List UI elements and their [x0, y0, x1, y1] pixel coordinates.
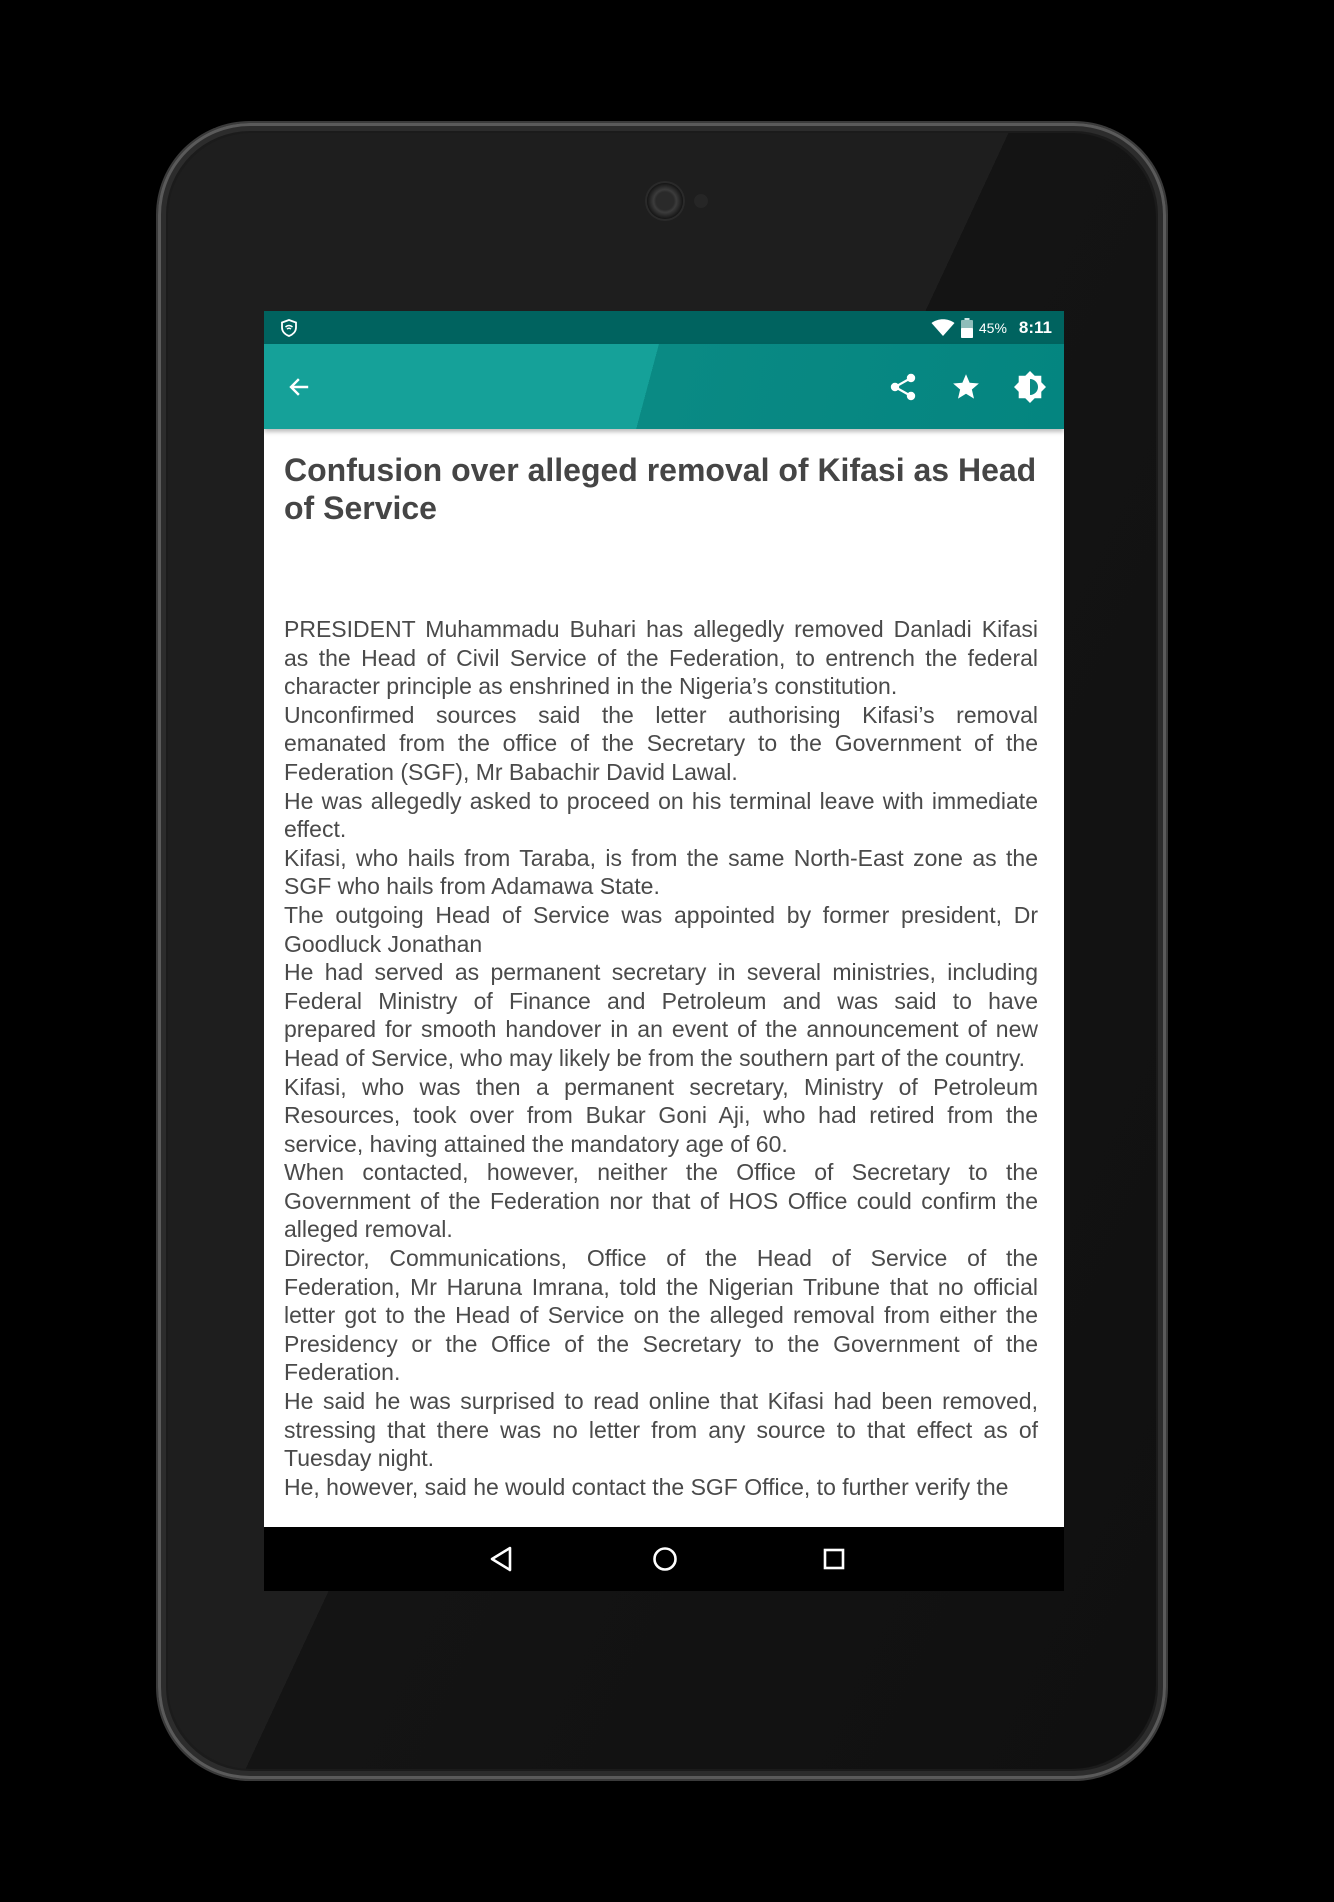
clock: 8:11: [1018, 317, 1052, 337]
front-camera: [647, 183, 683, 219]
share-icon: [888, 372, 918, 402]
share-button[interactable]: [878, 362, 928, 412]
nav-recents-button[interactable]: [809, 1535, 859, 1583]
navigation-bar: [264, 1527, 1064, 1591]
article-paragraph: Director, Communications, Office of the Head of Service of the Federation, Mr Haruna Imrana, told the Nigerian Tribune that no official letter got to the Head of Service on the alleged removal from either the Presidency or the Office of the Secretary to the Government of the Federation.: [284, 1245, 1038, 1386]
recents-square-icon: [821, 1546, 847, 1572]
back-arrow-icon: [287, 375, 311, 399]
article-content[interactable]: [264, 429, 1064, 1527]
star-icon: [951, 372, 981, 402]
article-paragraph: When contacted, however, neither the Office of Secretary to the Government of the Federation nor that of HOS Office could confirm the alleged removal.: [284, 1159, 1038, 1243]
back-button[interactable]: [274, 362, 324, 412]
article-paragraph: He was allegedly asked to proceed on his terminal leave with immediate effect.: [284, 787, 1038, 843]
article-paragraph: PRESIDENT Muhammadu Buhari has allegedly removed Danladi Kifasi as the Head of Civil Service of the Federation, to entrench the federal character principle as enshrined in the Nigeria’s constitution.: [284, 616, 1038, 700]
brightness-button[interactable]: [1005, 362, 1055, 412]
light-sensor: [694, 194, 708, 208]
article-paragraph: Kifasi, who was then a permanent secretary, Ministry of Petroleum Resources, took over from Bukar Goni Aji, who had retired from the service, having attained the mandatory age of 60.: [284, 1073, 1038, 1157]
device-screen: [264, 311, 1064, 1591]
nav-back-button[interactable]: [476, 1535, 526, 1583]
article-paragraph: Unconfirmed sources said the letter authorising Kifasi’s removal emanated from the office of the Secretary to the Government of the Federation (SGF), Mr Babachir David Lawal.: [284, 701, 1038, 785]
vpn-shield-icon: [280, 319, 298, 337]
article-body: [284, 615, 1038, 1501]
article-paragraph: He, however, said he would contact the SGF Office, to further verify the: [284, 1473, 1009, 1500]
battery-icon: [961, 318, 973, 338]
nav-home-button[interactable]: [640, 1535, 690, 1583]
article-paragraph: He said he was surprised to read online that Kifasi had been removed, stressing that there was no letter from any source to that effect as of Tuesday night.: [284, 1388, 1038, 1472]
status-bar: [264, 311, 1064, 344]
battery-percentage: 45%: [978, 319, 1007, 336]
wifi-icon: [931, 319, 955, 337]
status-indicators: [931, 311, 1052, 344]
brightness-icon: [1013, 370, 1047, 404]
favorite-button[interactable]: [941, 362, 991, 412]
back-triangle-icon: [488, 1545, 514, 1573]
article-title: Confusion over alleged removal of Kifasi as Head of Service: [284, 452, 1037, 526]
article-paragraph: Kifasi, who hails from Taraba, is from the same North-East zone as the SGF who hails from Adamawa State.: [284, 844, 1038, 900]
article-paragraph: The outgoing Head of Service was appointed by former president, Dr Goodluck Jonathan: [284, 901, 1038, 957]
home-circle-icon: [651, 1545, 679, 1573]
article-paragraph: He had served as permanent secretary in several ministries, including Federal Ministry of Finance and Petroleum and was said to have prepared for smooth handover in an event of the announcement of new Head of Service, who may likely be from the southern part of the country.: [284, 959, 1038, 1071]
app-toolbar: [264, 344, 1064, 429]
